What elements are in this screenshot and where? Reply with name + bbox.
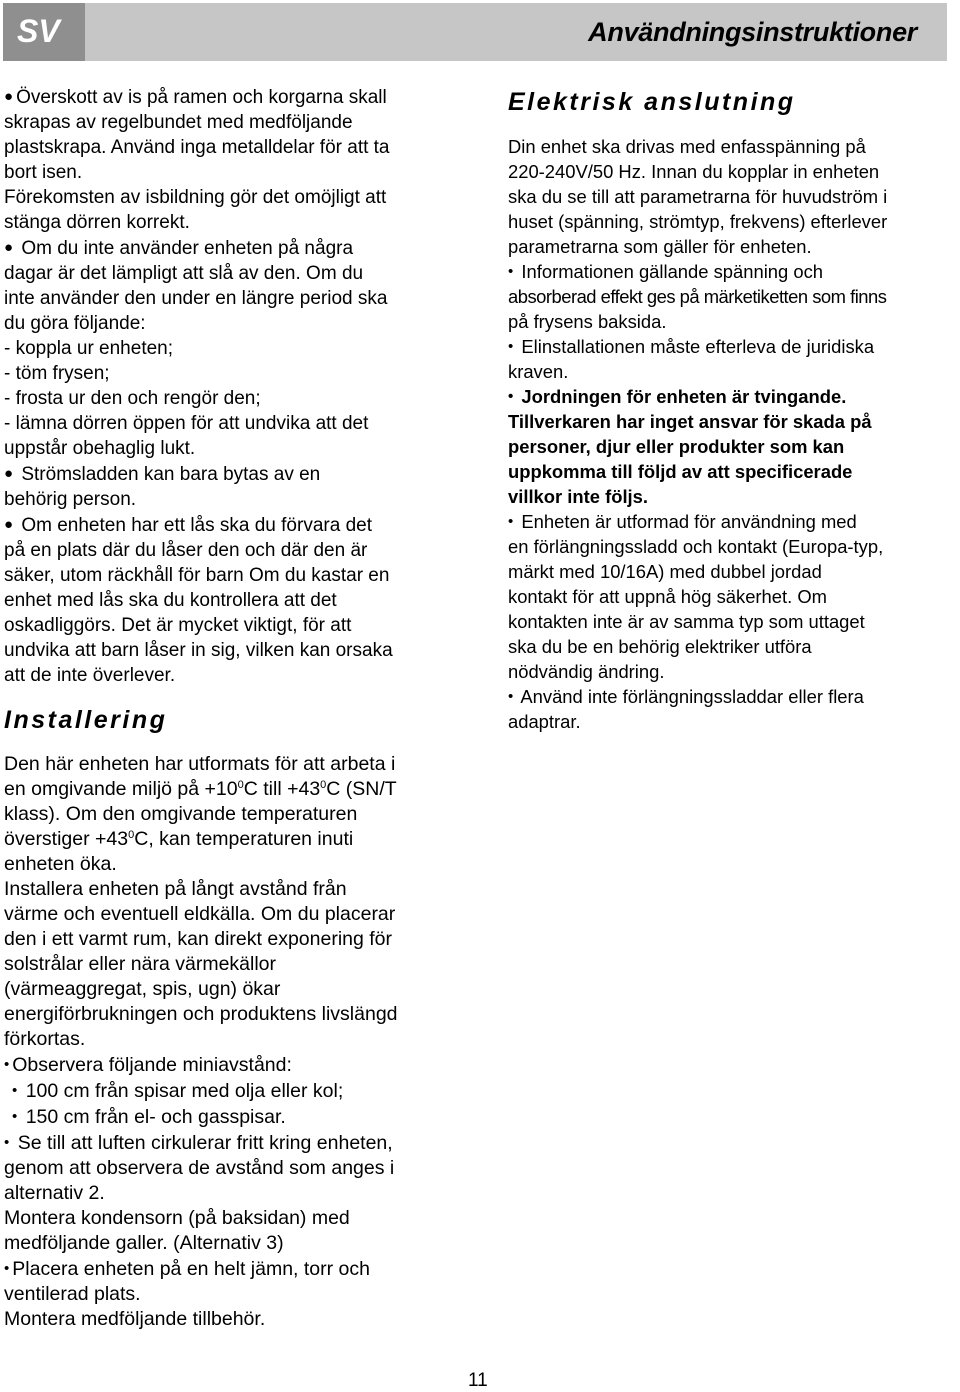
text-line: • Se till att luften cirkulerar fritt kring enheten,: [4, 1132, 393, 1154]
text-line: ska du se till att parametrarna för huvudström i: [508, 186, 888, 207]
page-number: 11: [468, 1370, 488, 1391]
text-line: personer, djur eller produkter som kan: [508, 436, 845, 457]
text-line: Tillverkaren har inget ansvar för skada på: [508, 411, 872, 432]
bullet-icon: •: [508, 388, 514, 405]
text-line: Montera medföljande tillbehör.: [4, 1308, 266, 1330]
text-line: märkt med 10/16A) med dubbel jordad: [508, 561, 822, 582]
text-line: Montera kondensorn (på baksidan) med: [4, 1207, 350, 1229]
bullet-icon: ●: [4, 465, 14, 482]
text-line: förkortas.: [4, 1028, 86, 1050]
text-line: en omgivande miljö på $+10^0C$ till $+43^0C$ (SN/T: [4, 778, 397, 800]
text-line: • Informationen gällande spänning och: [508, 261, 824, 282]
text-line: alternativ 2.: [4, 1182, 105, 1204]
text-line: • 100 cm från spisar med olja eller kol;: [12, 1080, 344, 1102]
bullet-icon: •: [508, 513, 514, 530]
text-line: dagar är det lämpligt att slå av den. Om du: [4, 263, 364, 284]
text-line: medföljande galler. (Alternativ 3): [4, 1232, 284, 1254]
text-line: - töm frysen;: [4, 363, 110, 384]
text-line: kontakt för att uppnå hög säkerhet. Om: [508, 586, 827, 607]
bullet-icon: ●: [4, 88, 14, 105]
text-line: bort isen.: [4, 162, 83, 183]
text-line: parametrarna som gäller för enheten.: [508, 236, 812, 257]
text-line: uppkomma till följd av att specificerade: [508, 461, 853, 482]
text-line: enhet med lås ska du kontrollera att det: [4, 590, 337, 611]
bullet-icon: •: [4, 1056, 10, 1073]
text-line: uppstår obehaglig lukt.: [4, 438, 196, 459]
text-line: ● Om enheten har ett lås ska du förvara det: [4, 515, 372, 536]
text-line: ventilerad plats.: [4, 1283, 141, 1305]
text-line: 220-240V/50 Hz. Innan du kopplar in enheten: [508, 161, 880, 182]
text-line: säker, utom räckhåll för barn Om du kastar en: [4, 565, 390, 586]
text-line: kraven.: [508, 361, 569, 382]
text-line: på frysens baksida.: [508, 311, 667, 332]
bullet-icon: •: [508, 263, 514, 280]
text-line: - frosta ur den och rengör den;: [4, 388, 261, 409]
bullet-icon: •: [12, 1082, 18, 1099]
text-line: absorberad effekt ges på märketiketten som finns: [508, 286, 887, 307]
text-line: genom att observera de avstånd som anges i: [4, 1157, 395, 1179]
text-line: • Jordningen för enheten är tvingande.: [508, 386, 847, 407]
installation-section: [4, 752, 452, 1332]
text-line: huset (spänning, strömtyp, frekvens) efterlever: [508, 211, 888, 232]
text-line: villkor inte följs.: [508, 486, 649, 507]
text-line: på en plats där du låser den och där den är: [4, 540, 368, 561]
left-column: [4, 84, 449, 688]
language-tab: [3, 3, 85, 61]
bullet-icon: •: [12, 1108, 18, 1125]
bullet-icon: •: [4, 1134, 10, 1151]
text-line: • Använd inte förlängningssladdar eller flera: [508, 686, 864, 707]
page-header: [3, 3, 947, 61]
text-line: energiförbrukningen och produktens livslängd: [4, 1003, 398, 1025]
installation-heading: Installering: [4, 706, 168, 734]
text-line: • Observera följande miniavstånd:: [4, 1054, 292, 1076]
text-line: behörig person.: [4, 489, 137, 510]
text-line: Installera enheten på långt avstånd från: [4, 878, 347, 900]
text-line: inte använder den under en längre period ska: [4, 288, 388, 309]
language-code: SV: [17, 13, 60, 49]
text-line: adaptrar.: [508, 711, 581, 732]
text-line: att de inte överlever.: [4, 665, 176, 686]
text-line: (värmeaggregat, spis, ugn) ökar: [4, 978, 281, 1000]
text-line: du göra följande:: [4, 313, 146, 334]
text-line: Förekomsten av isbildning gör det omöjligt att: [4, 187, 387, 208]
text-line: enheten öka.: [4, 853, 117, 875]
text-line: undvika att barn låser in sig, vilken kan orsaka: [4, 640, 393, 661]
bullet-icon: •: [4, 1260, 10, 1277]
bullet-icon: ●: [4, 239, 14, 256]
bullet-icon: •: [508, 338, 514, 355]
text-line: ● Om du inte använder enheten på några: [4, 238, 354, 259]
text-line: Den här enheten har utformats för att arbeta i: [4, 753, 396, 775]
text-line: oskadliggörs. Det är mycket viktigt, för att: [4, 615, 352, 636]
text-line: • 150 cm från el- och gasspisar.: [12, 1106, 286, 1128]
text-line: ● Strömsladden kan bara bytas av en: [4, 464, 321, 485]
text-line: • Elinstallationen måste efterleva de juridiska: [508, 336, 875, 357]
text-line: nödvändig ändring.: [508, 661, 665, 682]
text-line: • Enheten är utformad för användning med: [508, 511, 857, 532]
text-line: - koppla ur enheten;: [4, 338, 174, 359]
document-title: Användningsinstruktioner: [588, 17, 917, 47]
text-line: solstrålar eller nära värmekällor: [4, 953, 277, 975]
text-line: Din enhet ska drivas med enfasspänning på: [508, 136, 866, 157]
text-line: värme och eventuell eldkälla. Om du placerar: [4, 903, 396, 925]
bullet-icon: ●: [4, 516, 14, 533]
text-line: plastskrapa. Använd inga metalldelar för att ta: [4, 137, 390, 158]
text-line: stänga dörren korrekt.: [4, 212, 190, 233]
text-line: - lämna dörren öppen för att undvika att det: [4, 413, 369, 434]
text-line: skrapas av regelbundet med medföljande: [4, 112, 353, 133]
bullet-icon: •: [508, 688, 514, 705]
text-line: ska du be en behörig elektriker utföra: [508, 636, 812, 657]
text-line: kontakten inte är av samma typ som uttaget: [508, 611, 865, 632]
electrical-section: [508, 134, 953, 734]
text-line: ● Överskott av is på ramen och korgarna skall: [4, 87, 387, 108]
text-line: den i ett varmt rum, kan direkt exponering för: [4, 928, 393, 950]
text-line: en förlängningssladd och kontakt (Europa-typ,: [508, 536, 884, 557]
text-line: klass). Om den omgivande temperaturen: [4, 803, 358, 825]
electrical-heading: Elektrisk anslutning: [508, 88, 796, 116]
text-line: • Placera enheten på en helt jämn, torr och: [4, 1258, 370, 1280]
text-line: överstiger $+43^0C$, kan temperaturen inuti: [4, 828, 354, 850]
